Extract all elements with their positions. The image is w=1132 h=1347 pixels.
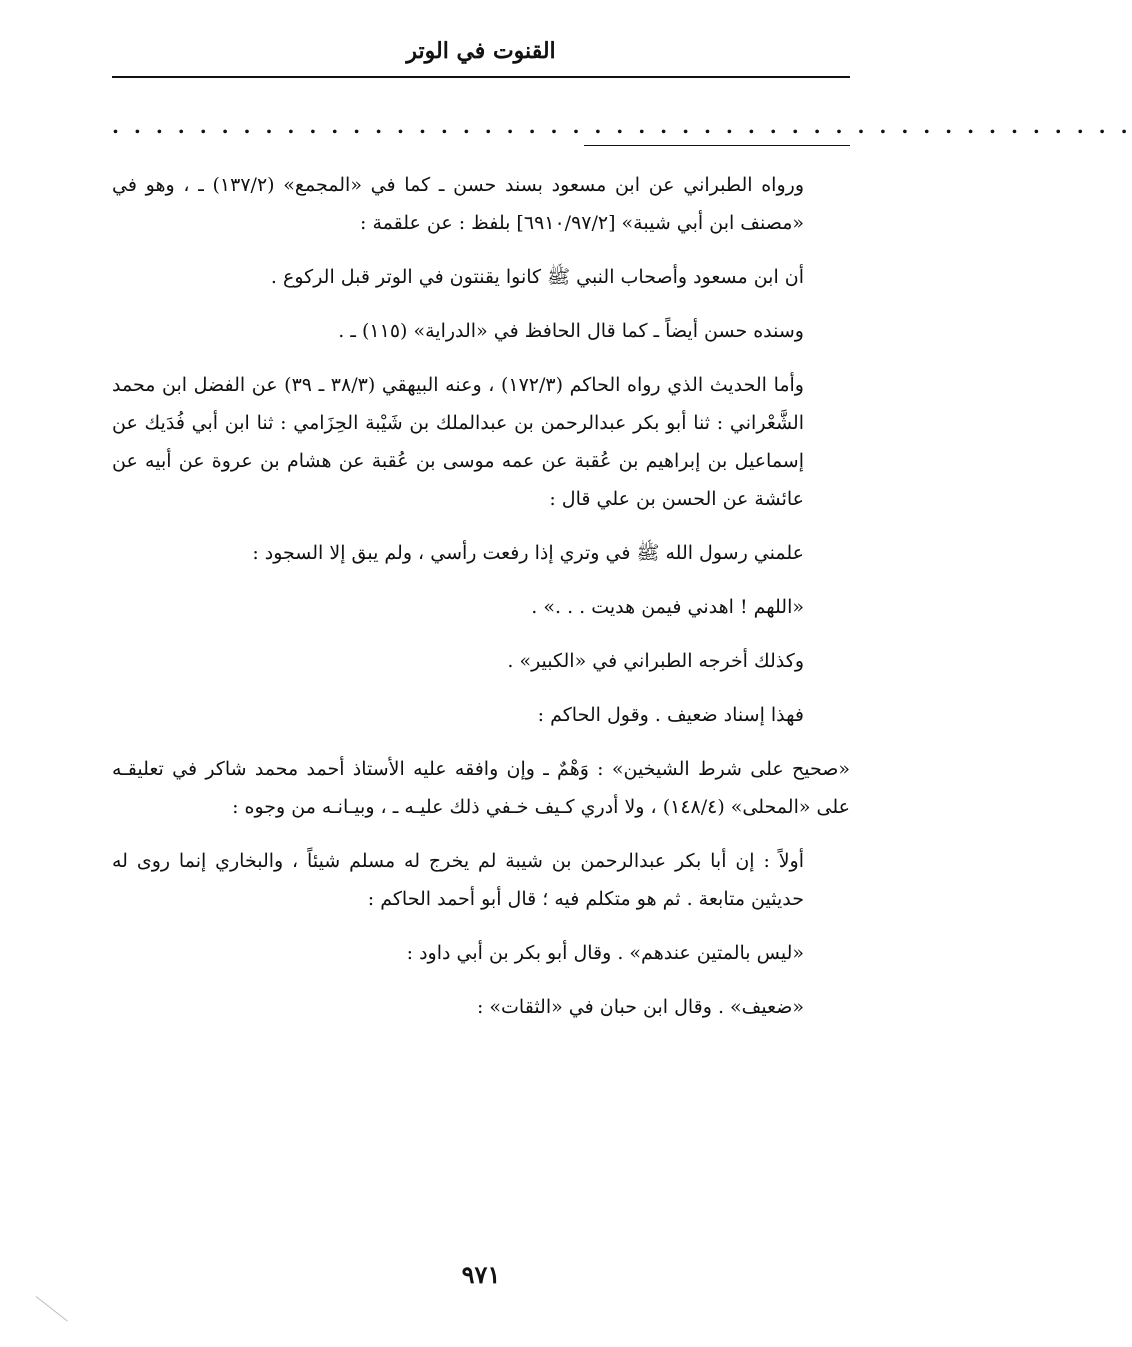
paragraph: «ليس بالمتين عندهم» . وقال أبو بكر بن أبي داود :: [406, 942, 804, 964]
dotted-separator: . . . . . . . . . . . . . . . . . . . . . . . . . . . . . . . . . . . . . . . . . . . . . . .: [112, 114, 1132, 138]
body-text: [112, 166, 850, 1042]
footnote-rule: [584, 145, 850, 146]
paragraph: «ضعيف» . وقال ابن حبان في «الثقات» :: [476, 996, 804, 1018]
paragraph: أن ابن مسعود وأصحاب النبي ﷺ كانوا يقنتون في الوتر قبل الركوع .: [270, 266, 804, 288]
running-head-title: القنوت في الوتر: [406, 38, 556, 64]
paragraph: «اللهم ! اهدني فيمن هديت . . .» .: [531, 596, 804, 618]
paragraph: وسنده حسن أيضاً ـ كما قال الحافظ في «الدراية» (١١٥) ـ .: [338, 320, 804, 342]
paragraph: أولاً : إن أبا بكر عبدالرحمن بن شيبة لم يخرج له مسلم شيئاً ، والبخاري إنما روى له حديثين متابعة . ثم هو متكلم فيه ؛ قال أبو أحمد الحاكم :: [112, 850, 804, 910]
page-number: ٩٧١: [461, 1260, 501, 1289]
scan-artifact-line: [36, 1296, 68, 1321]
paragraph: «صحيح على شرط الشيخين» : وَهْمٌ ـ وإن وافقه عليه الأستاذ أحمد محمد شاكر في تعليقـه على «المحلى» (١٤٨/٤) ، ولا أدري كـيف خـفي ذلك عليـه ـ ، وبيـانـه من وجوه :: [112, 758, 850, 818]
paragraph: وأما الحديث الذي رواه الحاكم (١٧٢/٣) ، وعنه البيهقي (٣٨/٣ ـ ٣٩) عن الفضل ابن محمد الشَّعْراني : ثنا أبو بكر عبدالرحمن بن عبدالملك بن شَيْبة الحِزَامي : ثنا ابن أبي فُدَيك عن إسماعيل بن إبراهيم بن عُقبة عن عمه موسى بن عُقبة عن هشام بن عروة عن أبيه عن عائشة عن الحسن بن علي قال :: [112, 374, 804, 510]
paragraph: علمني رسول الله ﷺ في وتري إذا رفعت رأسي ، ولم يبق إلا السجود :: [252, 542, 804, 564]
header-rule: [112, 76, 850, 78]
paragraph: فهذا إسناد ضعيف . وقول الحاكم :: [537, 704, 804, 726]
paragraph: وكذلك أخرجه الطبراني في «الكبير» .: [507, 650, 804, 672]
paragraph: ورواه الطبراني عن ابن مسعود بسند حسن ـ كما في «المجمع» (١٣٧/٢) ـ ، وهو في «مصنف ابن أبي شيبة» [٦٩١٠/٩٧/٢] بلفظ : عن علقمة :: [112, 174, 804, 234]
